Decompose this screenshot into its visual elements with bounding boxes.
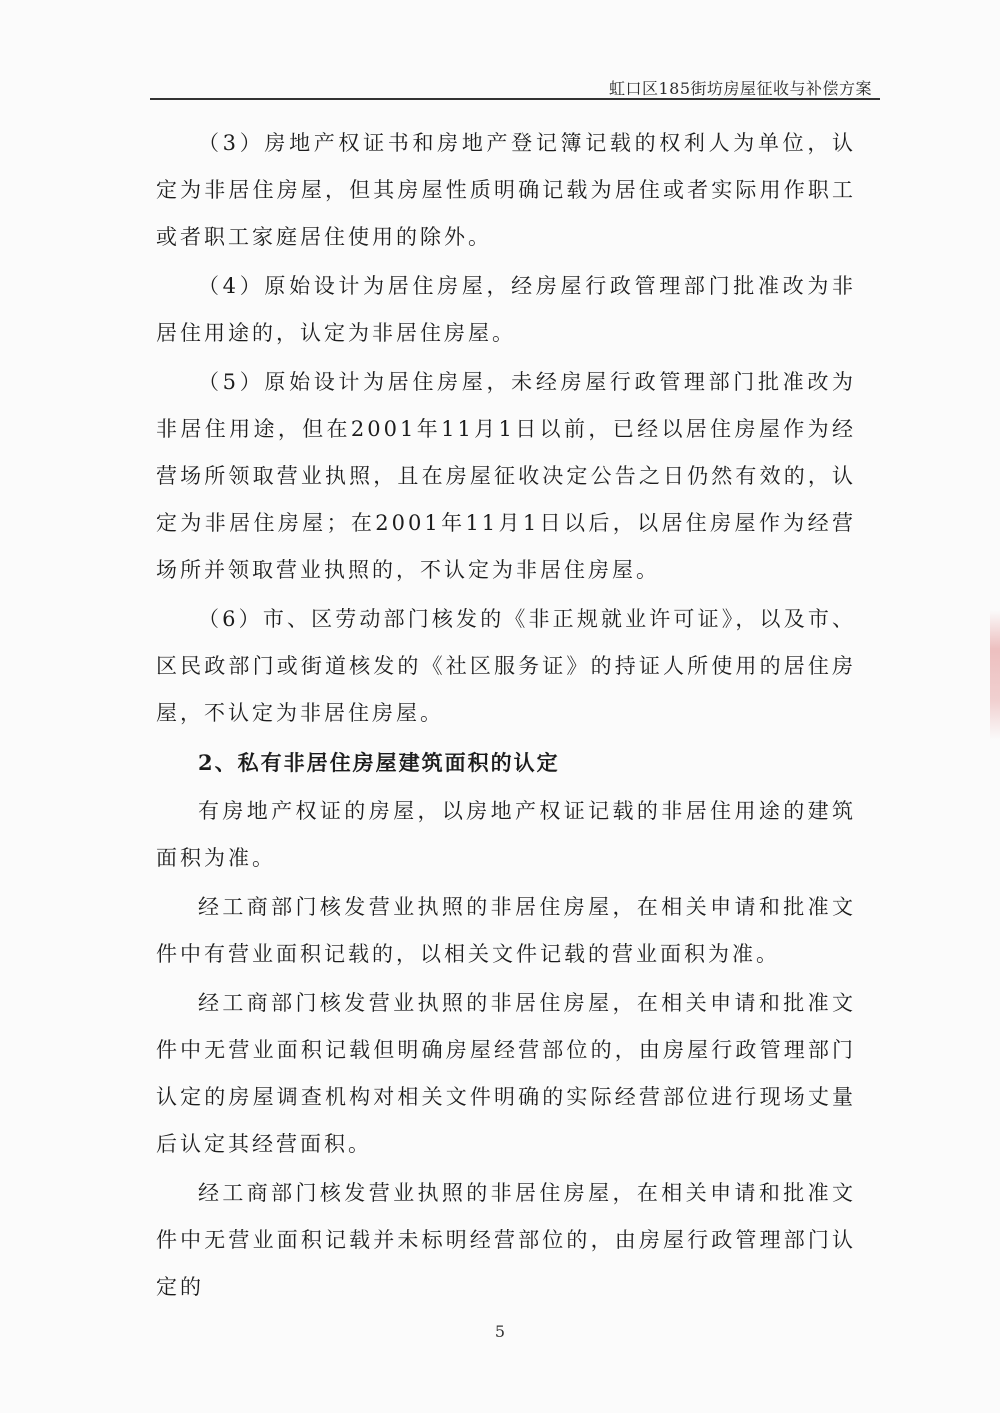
section-heading: 2、私有非居住房屋建筑面积的认定 [198,750,560,775]
paragraph-business-area-recorded: 经工商部门核发营业执照的非居住房屋，在相关申请和批准文件中有营业面积记载的，以相关文件记载的营业面积为准。 [156,895,856,966]
paragraph-item-6: （6）市、区劳动部门核发的《非正规就业许可证》，以及市、区民政部门或街道核发的《社区服务证》的持证人所使用的居住房屋，不认定为非居住房屋。 [156,607,856,725]
page-number: 5 [494,1322,506,1341]
paragraph-certificate-area: 有房地产权证的房屋，以房地产权证记载的非居住用途的建筑面积为准。 [156,799,856,870]
paragraph-business-location-specified: 经工商部门核发营业执照的非居住房屋，在相关申请和批准文件中无营业面积记载但明确房屋经营部位的，由房屋行政管理部门认定的房屋调查机构对相关文件明确的实际经营部位进行现场丈量后认定其经营面积。 [156,991,856,1156]
header-rule [150,98,880,100]
running-header: 虹口区185街坊房屋征收与补偿方案 [608,79,872,98]
paragraph-location-unspecified: 经工商部门核发营业执照的非居住房屋，在相关申请和批准文件中无营业面积记载并未标明经营部位的，由房屋行政管理部门认定的 [156,1181,856,1299]
paragraph-item-3: （3）房地产权证书和房地产登记簿记载的权利人为单位，认定为非居住房屋，但其房屋性质明确记载为居住或者实际用作职工或者职工家庭居住使用的除外。 [156,131,856,249]
paragraph-item-5: （5）原始设计为居住房屋，未经房屋行政管理部门批准改为非居住用途，但在2001年11月1日以前，已经以居住房屋作为经营场所领取营业执照，且在房屋征收决定公告之日仍然有效的，认定为非居住房屋；在2001年11月1日以后，以居住房屋作为经营场所并领取营业执照的，不认定为非居住房屋。 [156,370,856,582]
body-text [156,120,856,1313]
paragraph-item-4: （4）原始设计为居住房屋，经房屋行政管理部门批准改为非居住用途的，认定为非居住房屋。 [156,274,856,345]
seal-edge-mark [990,610,1000,740]
